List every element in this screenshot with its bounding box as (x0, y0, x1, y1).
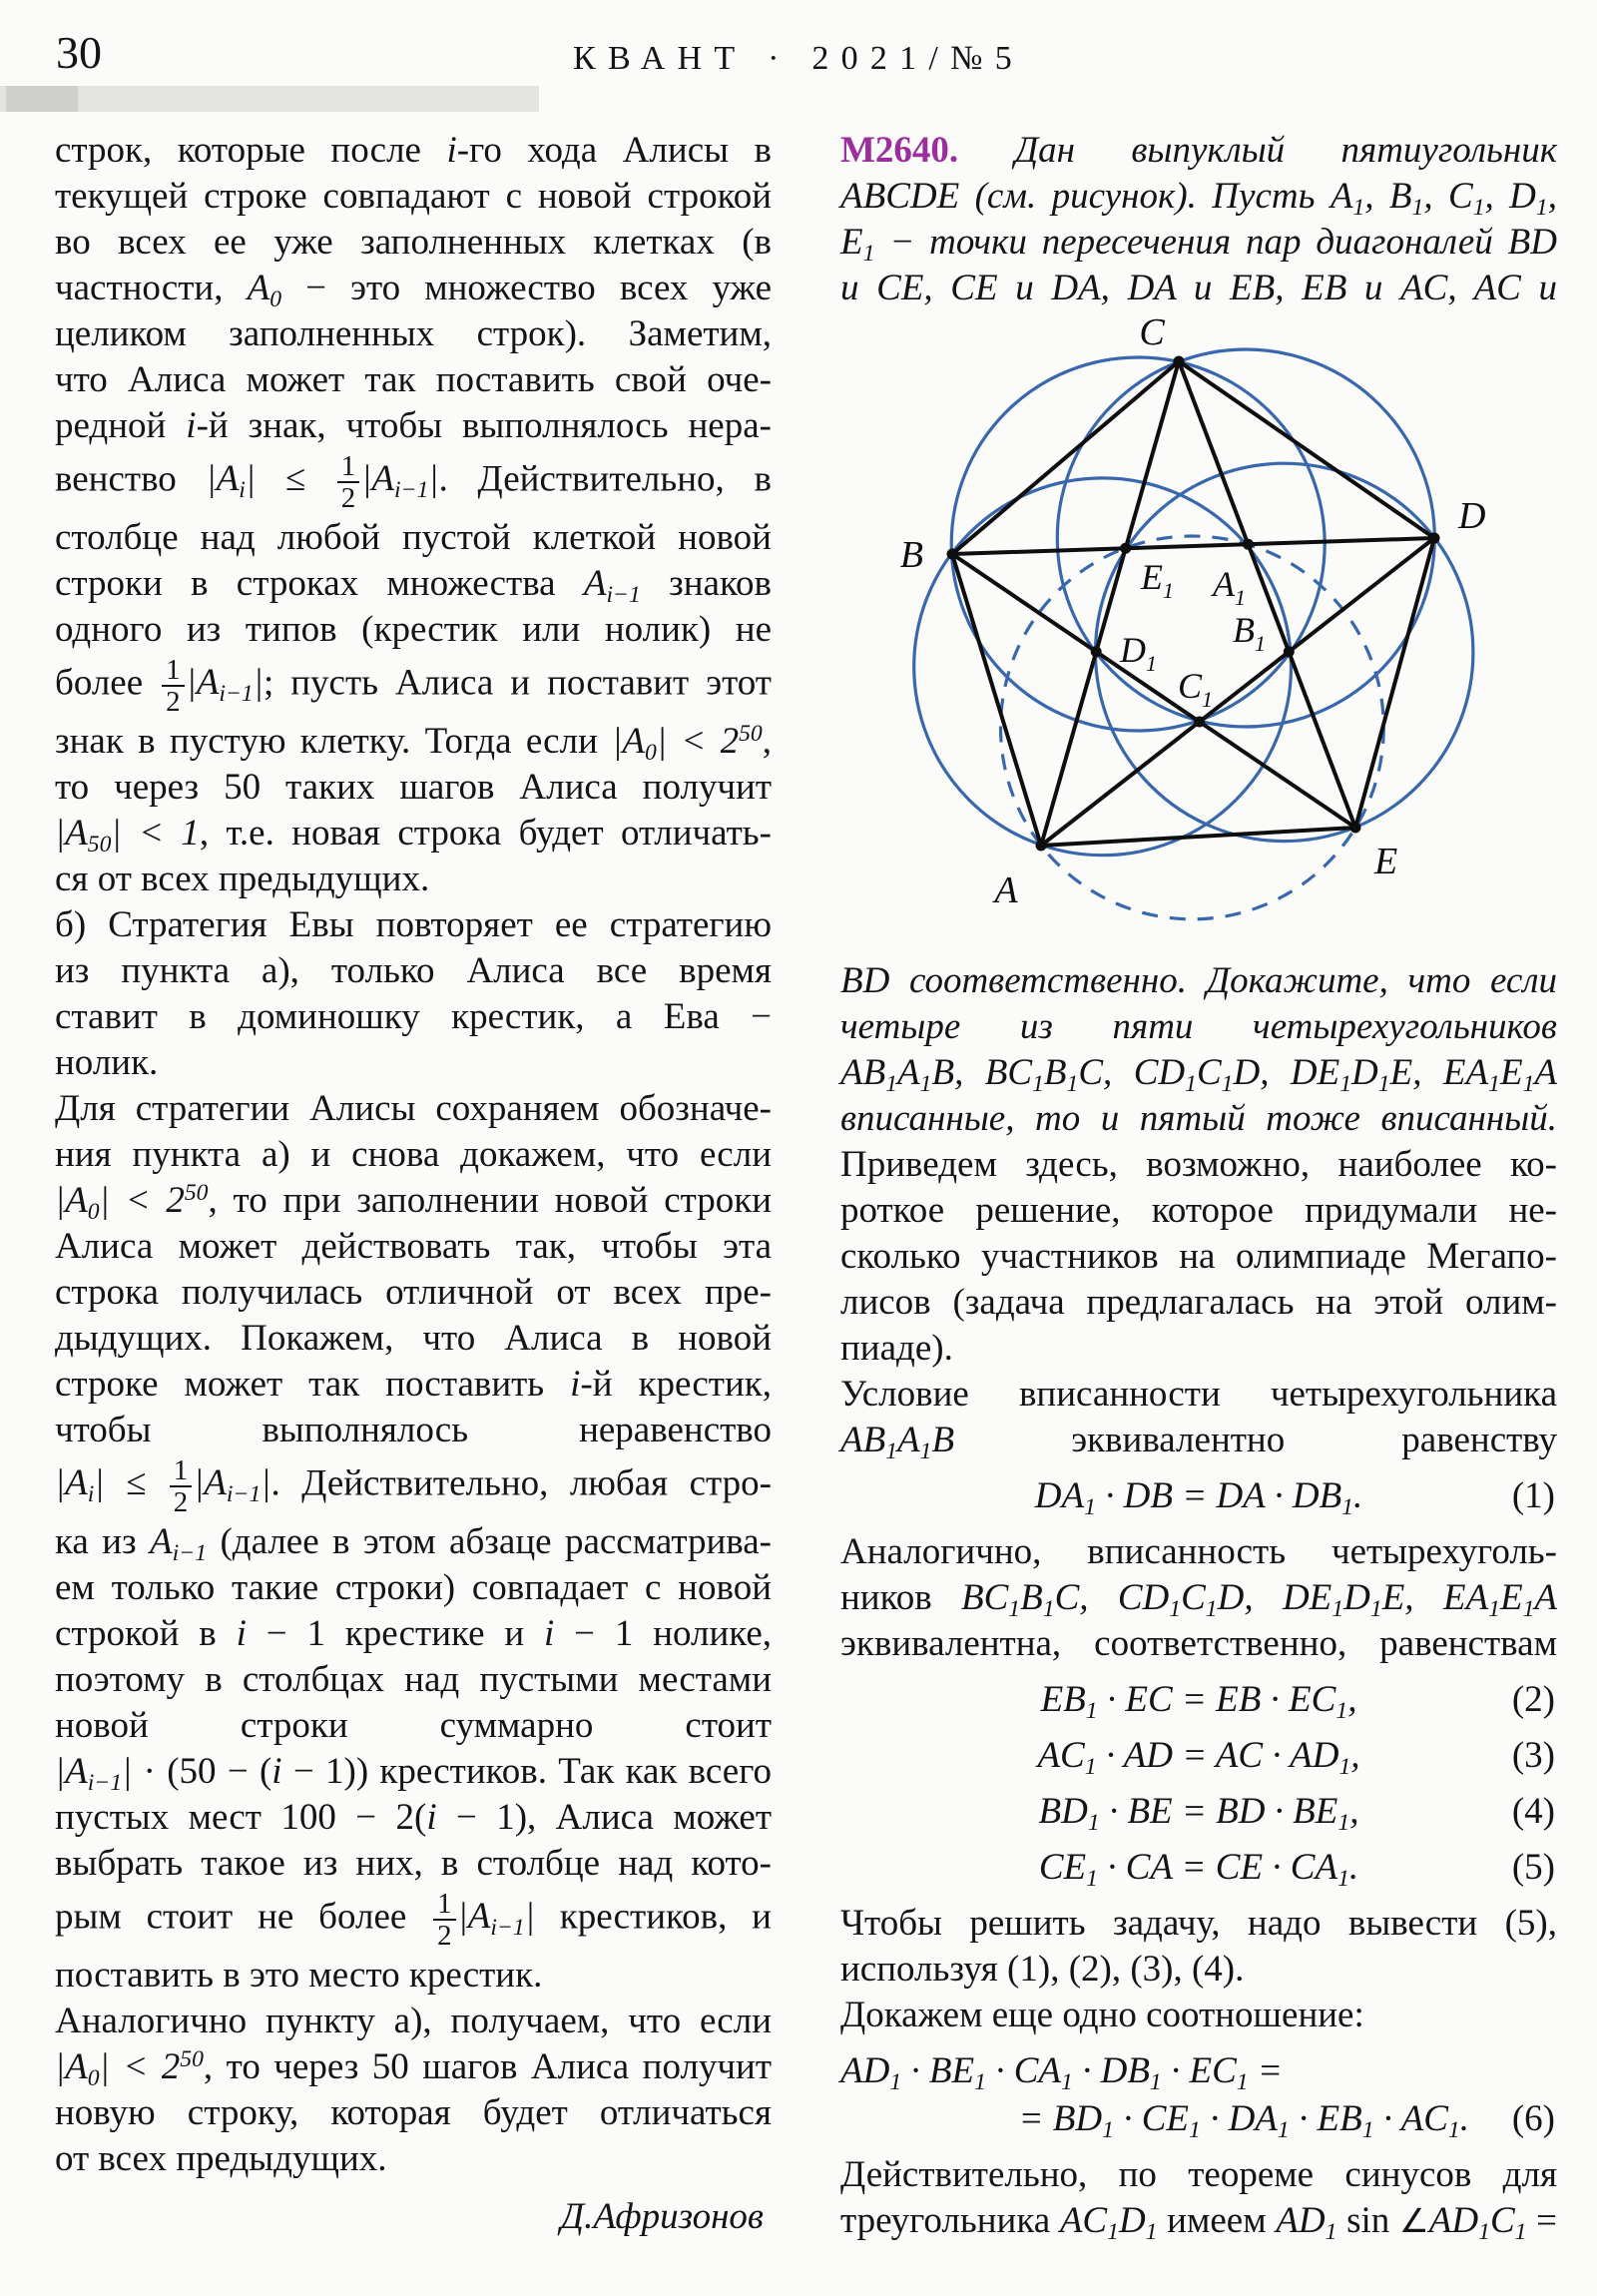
text-line: роткое решение, которое придумали не- (840, 1190, 1557, 1231)
text-line: М2640. Дан выпуклый пятиугольник (840, 130, 1558, 171)
text-line: Докажем еще одно соотношение: (840, 1995, 1364, 2035)
text-line: $|A_0| < 2^{50}$, то при заполнении новой строки (55, 1180, 773, 1226)
label-D: D (1458, 495, 1486, 537)
text-line: Аналогично пункту а), получаем, что если (55, 2001, 772, 2041)
text-line: более $\frac{1}{2}$ $|A_{i-1}|$; пусть Алиса и поставит этот (55, 654, 772, 718)
text-line: одного из типов (крестик или нолик) не (55, 609, 772, 650)
text-line: Для стратегии Алисы сохраняем обозначе- (55, 1088, 772, 1129)
right-column (840, 128, 1557, 2244)
text-line: что Алиса может так поставить свой оче- (55, 359, 772, 400)
label-D1: $D_1$ (1120, 630, 1157, 676)
text-line: ния пункта а) и снова докажем, что если (55, 1134, 772, 1175)
equation-number: (1) (1511, 1475, 1555, 1516)
equation-number: (2) (1511, 1679, 1555, 1720)
text-line: ставит в доминошку крестик, а Ева − (55, 996, 772, 1037)
text-line: пиаде). (840, 1328, 953, 1369)
text-line: BD соответственно. Докажите, что если (840, 960, 1557, 1001)
text-line: ем только такие строки) совпадает с новой (55, 1567, 772, 1608)
point-E1 (1120, 543, 1131, 554)
text-line: пустых мест 100 − 2(i − 1), Алиса может (55, 1797, 772, 1838)
point-A (1036, 841, 1047, 852)
text-line: строки в строках множества $A_{i-1}$ знаков (55, 563, 773, 609)
point-E (1350, 823, 1361, 834)
point-C1 (1194, 717, 1205, 728)
fraction: $\frac{1}{2}$ (337, 451, 359, 513)
equation: $EB_1$ · EC = EB · $EC_1$, (2) (1040, 1679, 1555, 1725)
label-E1: $E_1$ (1141, 557, 1174, 603)
text-line: строке может так поставить i-й крестик, (55, 1364, 773, 1405)
fraction: $\frac{1}{2}$ (170, 1455, 192, 1517)
pentagon-figure-svg (840, 311, 1557, 958)
text-line: поставить в это место крестик. (55, 1955, 543, 1996)
text-line: выбрать такое из них, в столбце над кото- (55, 1843, 772, 1884)
text-line: дыдущих. Покажем, что Алиса в новой (55, 1318, 772, 1359)
text-line: треугольника $AC_1D_1$ имеем $AD_1$ $\sin \angle AD_1C_1$ = (840, 2200, 1557, 2246)
text-line: Условие вписанности четырехугольника (840, 1374, 1557, 1415)
segment-CD (1179, 361, 1434, 538)
text-line: строк, которые после i-го хода Алисы в (55, 130, 772, 171)
equation: = $BD_1 \cdot CE_1 \cdot DA_1 \cdot EB_1 \cdot AC_1$. (6) (1018, 2098, 1555, 2144)
equation: $AC_1$ · AD = AC · $AD_1$, (3) (1037, 1735, 1555, 1781)
text-line: $E_1$ − точки пересечения пар диагоналей BD (840, 222, 1557, 268)
label-C: C (1139, 311, 1165, 353)
author-signature: Д.Афризонов (560, 2196, 764, 2237)
page-number: 30 (56, 27, 102, 78)
equation: $BD_1$ · BE = BD · $BE_1$, (4) (1038, 1791, 1555, 1837)
left-column (55, 128, 772, 2240)
text-line: $AB_1A_1B$, $BC_1B_1C$, $CD_1C_1D$, $DE_1D_1E$, $EA_1E_1A$ (840, 1052, 1558, 1098)
text-line: рым стоит не более $\frac{1}{2}$ $|A_{i-1}|$ крестиков, и (55, 1888, 772, 1952)
text-line: вписанные, то и пятый тоже вписанный. (840, 1098, 1557, 1139)
point-B (947, 549, 958, 560)
text-line: новую строку, которая будет отличаться (55, 2092, 772, 2133)
label-B1: $B_1$ (1233, 610, 1266, 656)
equation-number: (3) (1511, 1735, 1555, 1776)
text-line: $|A_{i-1}| \cdot (50 - (i - 1))$ крестиков. Так как всего (55, 1751, 772, 1797)
text-line: поэтому в столбцах над пустыми местами (55, 1659, 772, 1700)
problem-number: М2640. (840, 130, 959, 171)
journal-title: КВАНТ · 2021/№5 (573, 40, 1024, 77)
text-line: строка получилась отличной от всех пре- (55, 1272, 772, 1313)
point-D (1429, 533, 1440, 544)
segment-AB (952, 554, 1041, 846)
text-line: Действительно, по теореме синусов для (840, 2154, 1557, 2195)
text-line: от всех предыдущих. (55, 2138, 387, 2179)
text-line: чтобы выполнялось неравенство (55, 1410, 772, 1450)
equation: $DA_1$ · DB = DA · $DB_1$. (1) (1034, 1475, 1555, 1521)
scan-artifact (0, 86, 539, 112)
text-line: $AB_1A_1B$ эквивалентно равенству (840, 1420, 1557, 1465)
text-line: текущей строке совпадают с новой строкой (55, 176, 772, 217)
equation: $CE_1$ · CA = CE · $CA_1$. (5) (1038, 1847, 1555, 1893)
fraction: $\frac{1}{2}$ (162, 655, 184, 717)
text-line: знак в пустую клетку. Тогда если $|A_0| < 2^{50}$, (55, 721, 773, 767)
equation-number: (5) (1511, 1847, 1555, 1888)
text-line: Чтобы решить задачу, надо вывести (5), (840, 1903, 1557, 1944)
text-line: из пункта а), только Алиса все время (55, 950, 772, 991)
equation: $AD_1 \cdot BE_1 \cdot CA_1 \cdot DB_1 \cdot EC_1$ = (840, 2050, 1283, 2096)
text-line: ников $BC_1B_1C$, $CD_1C_1D$, $DE_1D_1E$, $EA_1E_1A$ (840, 1577, 1558, 1623)
text-line: целиком заполненных строк). Заметим, (55, 313, 772, 354)
text-line: новой строки суммарно стоит (55, 1705, 772, 1746)
text-line: Алиса может действовать так, чтобы эта (55, 1226, 772, 1267)
text-line: и CE, CE и DA, DA и EB, EB и AC, AC и (840, 268, 1557, 308)
label-A1: $A_1$ (1213, 564, 1246, 610)
segment-AC (1041, 361, 1179, 846)
text-line: $|A_0| < 2^{50}$, то через 50 шагов Алиса получит (55, 2046, 773, 2092)
text-line: используя (1), (2), (3), (4). (840, 1949, 1245, 1990)
segment-BD (952, 538, 1434, 554)
pentagon-figure (840, 311, 1557, 958)
text-line: столбце над любой пустой клеткой новой (55, 517, 772, 558)
text-line: венство $|A_i|$ ≤ $\frac{1}{2}$ $|A_{i-1}|$. Действительно, в (55, 450, 772, 514)
text-line: четыре из пяти четырехугольников (840, 1006, 1557, 1047)
text-line: б) Стратегия Евы повторяет ее стратегию (55, 904, 772, 945)
text-line: Аналогично, вписанность четырехуголь- (840, 1531, 1557, 1572)
text-line: $|A_{50}| < 1$, т.е. новая строка будет отличать- (55, 813, 772, 859)
label-A: A (994, 869, 1018, 911)
label-B: B (899, 534, 923, 576)
scan-artifact (6, 86, 78, 112)
text-line: редной i-й знак, чтобы выполнялось нера- (55, 405, 772, 446)
text-line: то через 50 таких шагов Алиса получит (55, 767, 772, 808)
label-C1: $C_1$ (1178, 666, 1214, 712)
point-C (1174, 356, 1185, 367)
text-line: ся от всех предыдущих. (55, 859, 430, 899)
text-line: эквивалентна, соответственно, равенствам (840, 1623, 1557, 1664)
point-A1 (1243, 539, 1254, 550)
point-D1 (1091, 646, 1102, 657)
equation-number: (6) (1511, 2098, 1555, 2139)
text-line: ABCDE (см. рисунок). Пусть $A_1$, $B_1$, $C_1$, $D_1$, (840, 176, 1557, 222)
equation-number: (4) (1511, 1791, 1555, 1832)
text-line: во всех ее уже заполненных клетках (в (55, 222, 772, 263)
text-line: ка из $A_{i-1}$ (далее в этом абзаце рассматрива- (55, 1521, 772, 1567)
text-line: частности, $A_0$ − это множество всех уже (55, 268, 772, 313)
text-line: Приведем здесь, возможно, наиболее ко- (840, 1144, 1557, 1185)
label-E: E (1374, 841, 1398, 882)
fraction: $\frac{1}{2}$ (433, 1889, 455, 1951)
text-line: строкой в i − 1 крестике и i − 1 нолике, (55, 1613, 772, 1654)
text-line: $|A_i|$ ≤ $\frac{1}{2}$ $|A_{i-1}|$. Действительно, любая стро- (55, 1454, 772, 1518)
text-line: лисов (задача предлагалась на этой олим- (840, 1282, 1557, 1323)
text-line: нолик. (55, 1042, 159, 1083)
text-line: сколько участников на олимпиаде Мегапо- (840, 1236, 1557, 1277)
point-B1 (1284, 646, 1295, 657)
angle-symbol: ∠ (1398, 2201, 1429, 2240)
